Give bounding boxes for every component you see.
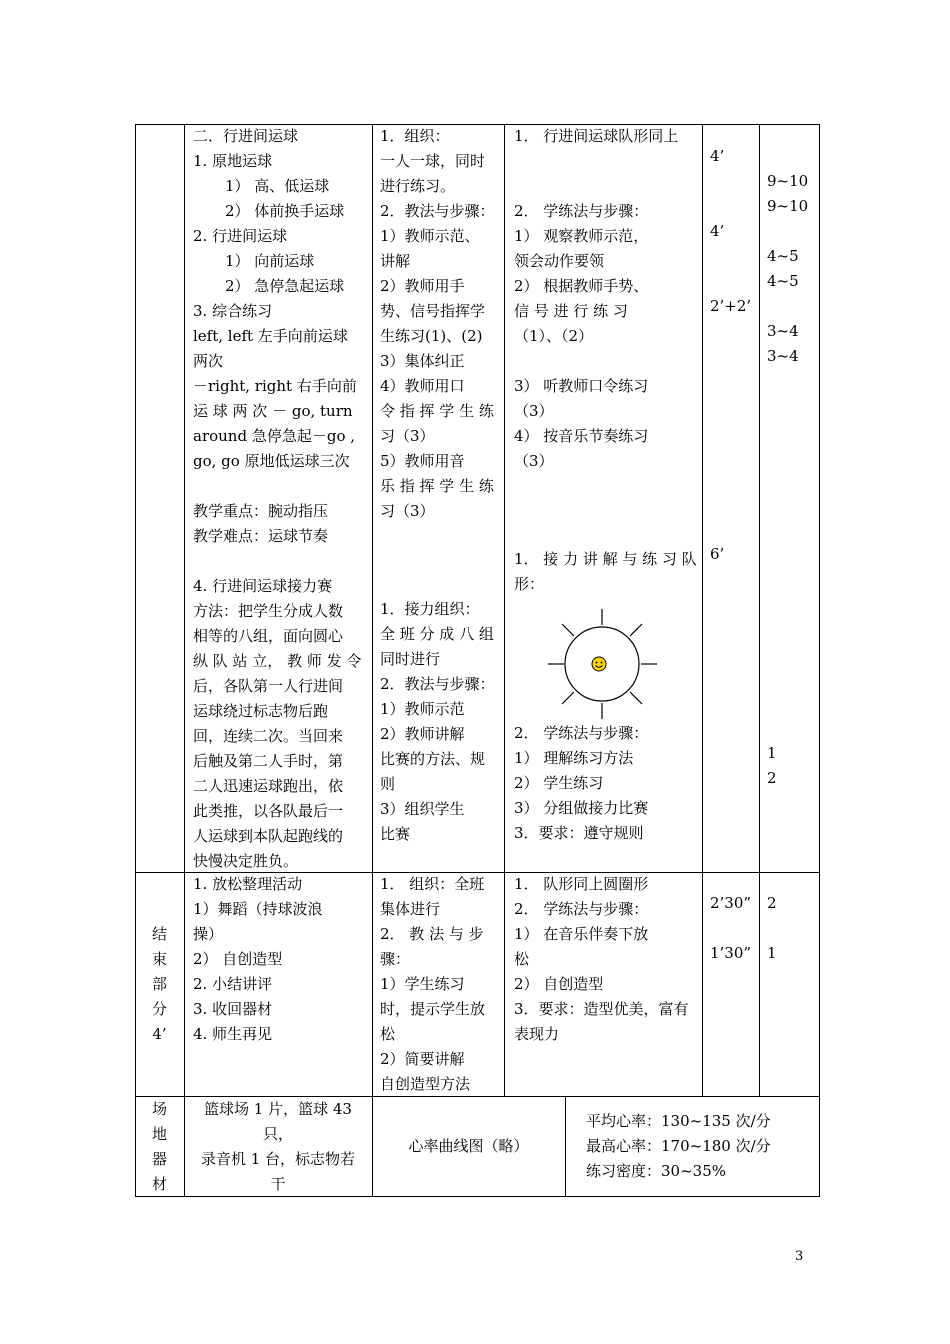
practice-line: 形： <box>514 575 545 593</box>
organization-line: 3）组织学生 <box>380 800 465 818</box>
organization-line: 乐 指 挥 学 生 练 <box>380 477 494 495</box>
formation-diagram <box>545 605 660 720</box>
organization-line: 2）教师讲解 <box>380 725 465 743</box>
ending-organization-line: 2）简要讲解 <box>380 1050 465 1068</box>
content-line: 2） 体前换手运球 <box>225 202 345 220</box>
organization-line: 1）教师示范、 <box>380 227 480 245</box>
practice-line: 1． 接 力 讲 解 与 练 习 队 <box>514 550 697 568</box>
content-line: 4. 行进间运球接力赛 <box>193 577 333 595</box>
section-label-char: 部 <box>151 975 167 993</box>
ending-repetition-value: 2 <box>767 894 777 912</box>
repetition-value: 1 <box>767 744 777 762</box>
repetition-value: 9~10 <box>767 197 809 215</box>
ending-organization-line: 松 <box>380 1025 396 1043</box>
organization-line: 2．教法与步骤： <box>380 202 495 220</box>
ending-organization-line: 骤： <box>380 950 411 968</box>
equipment-line: 篮球场 1 片，篮球 43 <box>204 1100 352 1118</box>
content-line: 2. 行进间运球 <box>193 227 288 245</box>
content-line: 纵 队 站 立， 教 师 发 令 <box>193 652 362 670</box>
organization-line: 生练习(1)、(2) <box>380 327 483 345</box>
practice-line: 3） 听教师口令练习 <box>514 377 649 395</box>
section-label-char: 束 <box>151 950 167 968</box>
equipment-label-char: 地 <box>151 1125 167 1143</box>
spoke-bottom-left <box>562 692 574 704</box>
organization-line: 同时进行 <box>380 650 441 668</box>
organization-line: 2．教法与步骤： <box>380 675 495 693</box>
ending-content-line: 4. 师生再见 <box>193 1025 273 1043</box>
col-divider-5 <box>759 124 760 1096</box>
content-line: 快慢决定胜负。 <box>193 852 299 870</box>
organization-line: 全 班 分 成 八 组 <box>380 625 494 643</box>
equipment-label-char: 器 <box>151 1150 167 1168</box>
practice-line: 1． 行进间运球队形同上 <box>514 127 679 145</box>
organization-line: 1．组织： <box>380 127 450 145</box>
time-value: 4’ <box>710 147 725 165</box>
ending-content-line: 1. 放松整理活动 <box>193 875 303 893</box>
ending-practice-line: 松 <box>514 950 530 968</box>
ending-practice-line: 3．要求：造型优美，富有 <box>514 1000 689 1018</box>
ending-content-line: 3. 收回器材 <box>193 1000 273 1018</box>
ending-content-line: 2） 自创造型 <box>193 950 283 968</box>
content-line: 运球绕过标志物后跑 <box>193 702 329 720</box>
equipment-label-char: 场 <box>151 1100 167 1118</box>
equipment-line: 录音机 1 台，标志物若 <box>200 1150 356 1168</box>
section-label-char: 4’ <box>152 1025 167 1043</box>
content-line: 运 球 两 次 － go, turn <box>193 402 353 420</box>
organization-line: 1）教师示范 <box>380 700 465 718</box>
ending-repetition-value: 1 <box>767 944 777 962</box>
organization-line: 2）教师用手 <box>380 277 465 295</box>
section-label-char: 分 <box>151 1000 167 1018</box>
content-line: 人运球到本队起跑线的 <box>193 827 344 845</box>
content-line: around 急停急起－go , <box>193 427 356 445</box>
organization-line: 令 指 挥 学 生 练 <box>380 402 494 420</box>
content-line: －right, right 右手向前 <box>193 377 357 395</box>
content-line: 二．行进间运球 <box>193 127 299 145</box>
content-line: 1） 高、低运球 <box>225 177 330 195</box>
heart-rate-stat: 最高心率：170~180 次/分 <box>586 1137 771 1155</box>
organization-line: 比赛的方法、规 <box>380 750 486 768</box>
organization-line: 4）教师用口 <box>380 377 465 395</box>
content-line: 后，各队第一人行进间 <box>193 677 344 695</box>
organization-line: 3）集体纠正 <box>380 352 465 370</box>
ending-organization-line: 1）学生练习 <box>380 975 465 993</box>
ending-organization-line: 集体进行 <box>380 900 441 918</box>
ending-practice-line: 1） 在音乐伴奏下放 <box>514 925 649 943</box>
organization-line: 讲解 <box>380 252 411 270</box>
bottom-col-divider-3 <box>565 1096 566 1196</box>
equipment-label-char: 材 <box>151 1175 167 1193</box>
practice-line: 2． 学练法与步骤： <box>514 724 649 742</box>
content-line: 相等的八组，面向圆心 <box>193 627 344 645</box>
practice-line: （1）、（2） <box>514 327 594 345</box>
ending-practice-line: 2． 学练法与步骤： <box>514 900 649 918</box>
practice-line: 2） 学生练习 <box>514 774 604 792</box>
ending-time-value: 1’30” <box>710 944 752 962</box>
ending-practice-line: 表现力 <box>514 1025 560 1043</box>
content-line: left, left 左手向前运球 <box>193 327 348 345</box>
organization-line: 则 <box>380 775 396 793</box>
content-line: 教学重点：腕动指压 <box>193 502 329 520</box>
spoke-top-right <box>630 624 642 636</box>
content-line: 3. 综合练习 <box>193 302 273 320</box>
spoke-bottom-right <box>630 692 642 704</box>
content-line: 教学难点：运球节奏 <box>193 527 329 545</box>
organization-line: 习（3） <box>380 427 435 445</box>
practice-line: 1） 观察教师示范， <box>514 227 649 245</box>
content-line: 二人迅速运球跑出，依 <box>193 777 344 795</box>
ending-organization-line: 自创造型方法 <box>380 1075 471 1093</box>
page-number: 3 <box>795 1249 804 1264</box>
time-value: 2’+2’ <box>710 297 752 315</box>
equipment-line: 只， <box>262 1125 293 1143</box>
time-value: 4’ <box>710 222 725 240</box>
ending-content-line: 2. 小结讲评 <box>193 975 273 993</box>
practice-line: 3） 分组做接力比赛 <box>514 799 649 817</box>
content-line: 此类推，以各队最后一 <box>193 802 344 820</box>
time-value: 6’ <box>710 545 725 563</box>
ending-content-line: 操） <box>193 925 224 943</box>
spoke-top-left <box>562 624 574 636</box>
organization-line: 一人一球，同时 <box>380 152 486 170</box>
organization-line: 势、信号指挥学 <box>380 302 486 320</box>
repetition-value: 2 <box>767 769 777 787</box>
practice-line: 领会动作要领 <box>514 252 605 270</box>
content-line: 1） 向前运球 <box>225 252 315 270</box>
repetition-value: 4~5 <box>767 272 799 290</box>
content-line: go, go 原地低运球三次 <box>193 452 350 470</box>
repetition-value: 3~4 <box>767 322 799 340</box>
practice-line: （3） <box>514 452 554 470</box>
organization-line: 5）教师用音 <box>380 452 465 470</box>
content-line: 2） 急停急起运球 <box>225 277 345 295</box>
repetition-value: 9~10 <box>767 172 809 190</box>
col-divider-1 <box>184 124 185 1096</box>
ending-organization-line: 1． 组织：全班 <box>380 875 485 893</box>
organization-line: 进行练习。 <box>380 177 456 195</box>
content-line: 两次 <box>193 352 224 370</box>
ending-content-line: 1）舞蹈（持球波浪 <box>193 900 323 918</box>
practice-line: 2） 根据教师手势、 <box>514 277 649 295</box>
table-right-border <box>819 124 820 1197</box>
practice-line: （3） <box>514 402 554 420</box>
col-divider-4 <box>702 124 703 1096</box>
col-divider-2 <box>372 124 373 1096</box>
content-line: 方法：把学生分成人数 <box>193 602 344 620</box>
organization-line: 1．接力组织： <box>380 600 480 618</box>
ending-practice-line: 2） 自创造型 <box>514 975 604 993</box>
content-line: 后触及第二人手时，第 <box>193 752 344 770</box>
heart-rate-stat: 平均心率：130~135 次/分 <box>586 1112 771 1130</box>
ending-practice-line: 1． 队形同上圆圈形 <box>514 875 649 893</box>
section-label-char: 结 <box>151 925 167 943</box>
practice-line: 4） 按音乐节奏练习 <box>514 427 649 445</box>
ending-time-value: 2’30” <box>710 894 752 912</box>
content-line: 回，连续二次。当回来 <box>193 727 344 745</box>
col-divider-3 <box>504 124 505 1096</box>
repetition-value: 4~5 <box>767 247 799 265</box>
organization-line: 比赛 <box>380 825 411 843</box>
ending-organization-line: 2． 教 法 与 步 <box>380 925 484 943</box>
practice-line: 3．要求：遵守规则 <box>514 824 644 842</box>
teacher-smiley-icon <box>592 657 606 671</box>
heart-rate-stat: 练习密度：30~35% <box>586 1162 726 1180</box>
practice-line: 1） 理解练习方法 <box>514 749 634 767</box>
content-line: 1. 原地运球 <box>193 152 273 170</box>
practice-line: 2． 学练法与步骤： <box>514 202 649 220</box>
equipment-line: 干 <box>270 1175 286 1193</box>
practice-line: 信 号 进 行 练 习 <box>514 302 628 320</box>
repetition-value: 3~4 <box>767 347 799 365</box>
ending-organization-line: 时，提示学生放 <box>380 1000 486 1018</box>
heart-rate-curve: 心率曲线图（略） <box>408 1137 529 1155</box>
organization-line: 习（3） <box>380 502 435 520</box>
